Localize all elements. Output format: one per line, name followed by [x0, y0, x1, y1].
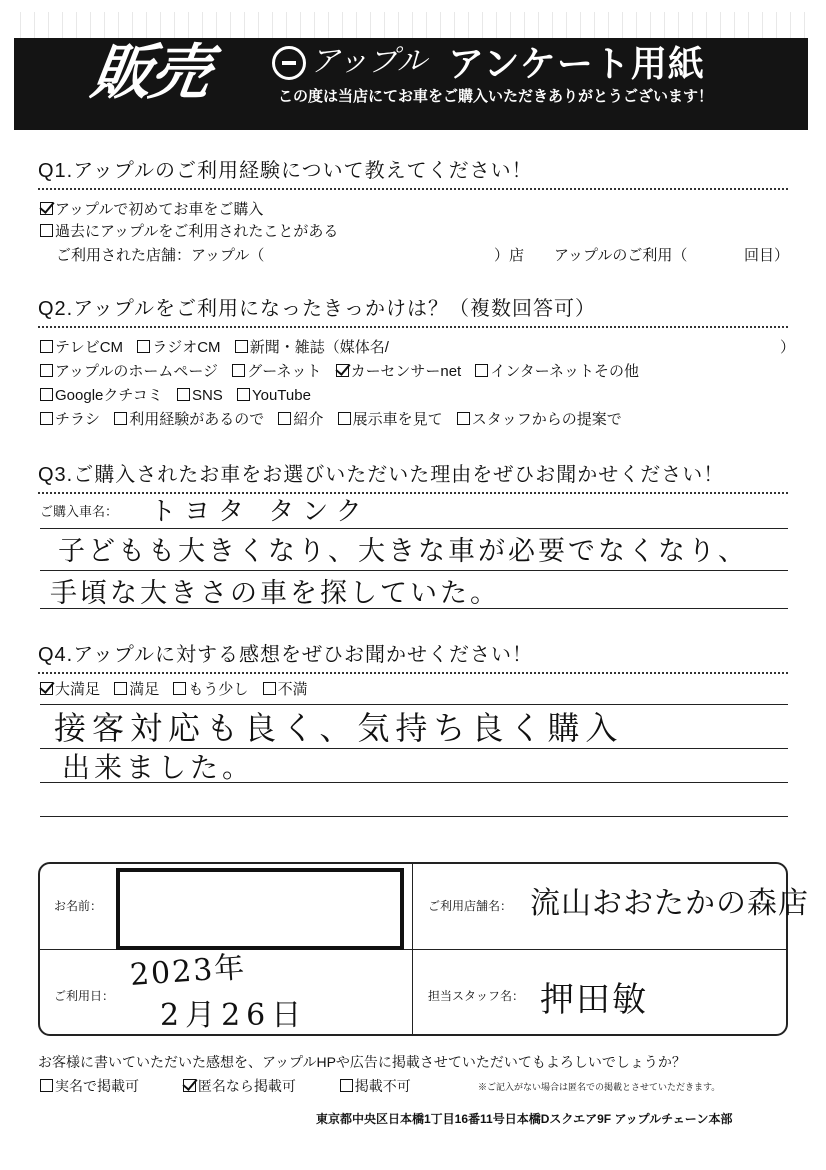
q2-option-newspaper[interactable]: 新聞・雑誌（媒体名/	[235, 338, 389, 358]
q2-option-youtube[interactable]: YouTube	[237, 386, 311, 406]
q1-rule	[38, 188, 788, 190]
q2-option-flyer[interactable]: チラシ	[40, 410, 100, 430]
publish-options	[40, 1076, 421, 1096]
q4-answer-line-1[interactable]: 接客対応も良く、気持ち良く購入	[54, 709, 624, 747]
checkbox-checked-icon[interactable]	[336, 364, 349, 377]
q2-row-1-close: ）	[780, 339, 796, 356]
checkbox-icon[interactable]	[263, 682, 276, 695]
q1-heading: Q1.アップルのご利用経験について教えてください！	[38, 160, 533, 182]
checkbox-icon[interactable]	[114, 682, 127, 695]
q2-option-staff-suggestion[interactable]: スタッフからの提案で	[457, 410, 622, 430]
q3-answer-line-2[interactable]: 手頃な大きさの車を探していた。	[50, 578, 500, 609]
staff-label: 担当スタッフ名：	[428, 989, 525, 1003]
checkbox-checked-icon[interactable]	[40, 202, 53, 215]
checkbox-icon[interactable]	[235, 340, 248, 353]
q3-rule	[38, 492, 788, 494]
q2-option-carsensor[interactable]: カーセンサーnet	[336, 362, 462, 382]
checkbox-icon[interactable]	[40, 412, 53, 425]
q4-rule	[38, 672, 788, 674]
q1-store-suffix: ）店	[494, 247, 525, 264]
banner-brand: アップル	[310, 44, 427, 79]
q4-line-2	[40, 748, 788, 749]
q2-row-3	[40, 386, 321, 406]
publish-option-real-name[interactable]: 実名で掲載可	[40, 1076, 139, 1096]
checkbox-icon[interactable]	[40, 364, 53, 377]
q4-options	[40, 680, 318, 700]
q2-option-goonet[interactable]: グーネット	[232, 362, 321, 382]
checkbox-icon[interactable]	[457, 412, 470, 425]
banner-top-edge	[14, 12, 808, 38]
checkbox-icon[interactable]	[177, 388, 190, 401]
checkbox-icon[interactable]	[40, 224, 53, 237]
q2-row-4	[40, 410, 632, 430]
q1-option-returning[interactable]: 過去にアップルをご利用されたことがある	[40, 222, 338, 242]
q1-count-prefix: アップルのご利用（	[554, 247, 688, 264]
date-year[interactable]: 2023年	[128, 949, 248, 994]
name-label: お名前：	[54, 899, 103, 913]
store-value[interactable]: 流山おおたかの森店	[530, 886, 809, 921]
checkbox-icon[interactable]	[475, 364, 488, 377]
q3-car-name[interactable]: トヨタ タンク	[150, 497, 370, 527]
banner-title: 販売	[87, 38, 213, 108]
q3-car-label: ご購入車名：	[40, 504, 119, 519]
publish-question: お客様に書いていただいた感想を、アップルHPや広告に掲載させていただいてもよろしいでしょうか？	[38, 1054, 686, 1070]
q2-row-2	[40, 362, 649, 382]
store-label: ご利用店舗名：	[428, 899, 513, 913]
q2-option-tv[interactable]: テレビCM	[40, 338, 123, 358]
q3-answer-line-1[interactable]: 子どもも大きくなり、大きな車が必要でなくなり、	[58, 536, 748, 567]
banner-heading: アンケート用紙	[448, 43, 705, 84]
q2-option-sns[interactable]: SNS	[177, 386, 223, 406]
q3-line-1	[40, 528, 788, 529]
checkbox-icon[interactable]	[232, 364, 245, 377]
q4-line-1	[40, 704, 788, 705]
publish-option-anonymous[interactable]: 匿名なら掲載可	[183, 1076, 296, 1096]
checkbox-icon[interactable]	[278, 412, 291, 425]
name-field-redacted[interactable]	[116, 868, 404, 950]
q2-option-referral[interactable]: 紹介	[278, 410, 323, 430]
q4-line-4	[40, 816, 788, 817]
apple-logo-icon	[272, 46, 306, 80]
publish-note: ※ご記入がない場合は匿名での掲載とさせていただきます。	[478, 1082, 721, 1092]
q4-line-3	[40, 782, 788, 783]
checkbox-icon[interactable]	[40, 340, 53, 353]
checkbox-icon[interactable]	[340, 1079, 353, 1092]
checkbox-checked-icon[interactable]	[40, 682, 53, 695]
q2-heading: Q2.アップルをご利用になったきっかけは？（複数回答可）	[38, 298, 597, 320]
q4-answer-line-2[interactable]: 出来ました。	[62, 751, 255, 784]
q3-heading: Q3.ご購入されたお車をお選びいただいた理由をぜひお聞かせください！	[38, 464, 725, 486]
q2-option-experience[interactable]: 利用経験があるので	[114, 410, 264, 430]
q4-option-unsatisfied[interactable]: 不満	[263, 680, 308, 700]
staff-value[interactable]: 押田敏	[540, 980, 648, 1020]
checkbox-icon[interactable]	[137, 340, 150, 353]
publish-option-none[interactable]: 掲載不可	[340, 1076, 411, 1096]
q2-option-display-car[interactable]: 展示車を見て	[338, 410, 443, 430]
checkbox-icon[interactable]	[40, 388, 53, 401]
q4-option-somewhat[interactable]: もう少し	[173, 680, 248, 700]
q3-line-2	[40, 570, 788, 571]
q4-heading: Q4.アップルに対する感想をぜひお聞かせください！	[38, 644, 534, 666]
customer-info-divider-vertical	[412, 862, 413, 1036]
banner-subtitle: この度は当店にてお車をご購入いただきありがとうございます！	[278, 88, 714, 105]
q4-option-satisfied[interactable]: 満足	[114, 680, 159, 700]
q2-option-internet-other[interactable]: インターネットその他	[475, 362, 639, 382]
q3-line-3	[40, 608, 788, 609]
date-label: ご利用日：	[54, 989, 115, 1003]
q1-option-first-purchase[interactable]: アップルで初めてお車をご購入	[40, 200, 263, 220]
q2-option-homepage[interactable]: アップルのホームページ	[40, 362, 218, 382]
checkbox-icon[interactable]	[173, 682, 186, 695]
q1-store-prefix: ご利用された店舗：アップル（	[56, 247, 265, 264]
footer-address: 東京都中央区日本橋1丁目16番11号日本橋Dスクエア9F アップルチェーン本部	[316, 1112, 733, 1126]
q2-rule	[38, 326, 788, 328]
q2-row-1	[40, 338, 399, 358]
checkbox-icon[interactable]	[40, 1079, 53, 1092]
q2-option-google[interactable]: Googleクチコミ	[40, 386, 163, 406]
date-month-day[interactable]: 2月26日	[160, 998, 308, 1033]
checkbox-icon[interactable]	[237, 388, 250, 401]
checkbox-icon[interactable]	[338, 412, 351, 425]
checkbox-checked-icon[interactable]	[183, 1079, 196, 1092]
q4-option-very-satisfied[interactable]: 大満足	[40, 680, 100, 700]
checkbox-icon[interactable]	[114, 412, 127, 425]
q1-count-suffix: 回目）	[744, 247, 790, 264]
q2-option-radio[interactable]: ラジオCM	[137, 338, 220, 358]
